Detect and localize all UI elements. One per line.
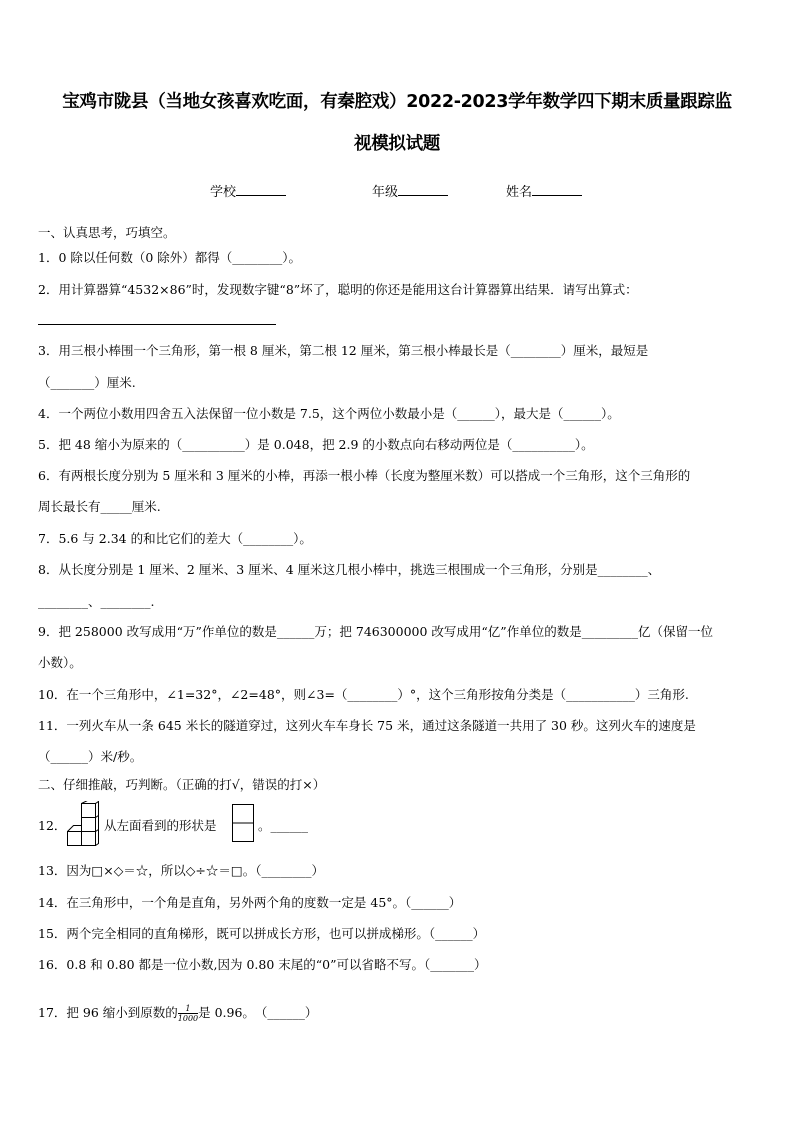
- grade-field: [372, 181, 448, 200]
- name-blank[interactable]: [532, 183, 582, 196]
- fraction-denominator: 1000: [177, 1014, 199, 1023]
- answer-line[interactable]: [38, 324, 276, 325]
- name-field: [506, 181, 582, 200]
- question-9-line-2: 小数）。: [38, 655, 82, 670]
- page-title-line-1: 宝鸡市陇县（当地女孩喜欢吃面，有秦腔戏）2022-2023学年数学四下期末质量跟踪监: [62, 92, 732, 112]
- fraction-numerator: 1: [178, 1004, 198, 1014]
- question-17: [38, 1004, 317, 1023]
- section-2-heading: 二、仔细推敲，巧判断。（正确的打√，错误的打×）: [38, 777, 326, 792]
- question-17-suffix: 是 0.96。 （______）: [198, 1005, 318, 1020]
- question-6-line-2: 周长最长有_____厘米.: [38, 499, 161, 514]
- school-label: 学校: [210, 185, 237, 200]
- question-7: 7．5.6 与 2.34 的和比它们的差大（________）。: [38, 531, 312, 546]
- question-11-line-1: 11．一列火车从一条 645 米长的隧道穿过，这列火车车身长 75 米，通过这条隧道一共用了 30 秒。这列火车的速度是: [38, 718, 696, 733]
- question-17-prefix: 17．把 96 缩小到原数的: [38, 1005, 178, 1020]
- question-13: 13．因为□×◇＝☆，所以◇÷☆＝□。（________）: [38, 863, 324, 878]
- fraction: [178, 1004, 198, 1023]
- school-field: [210, 181, 286, 200]
- question-12-text: 从左面看到的形状是: [104, 818, 217, 833]
- question-5: 5．把 48 缩小为原来的（__________）是 0.048，把 2.9 的小数点向右移动两位是（__________）。: [38, 437, 594, 452]
- grade-label: 年级: [372, 185, 399, 200]
- left-view-figure: [231, 803, 255, 843]
- question-11-line-2: （______）米/秒。: [38, 749, 143, 764]
- question-14: 14．在三角形中，一个角是直角，另外两个角的度数一定是 45°。（______）: [38, 895, 462, 910]
- question-2: 2．用计算器算“4532×86”时，发现数字键“8”坏了，聪明的你还是能用这台计算器算出结果．请写出算式：: [38, 282, 638, 297]
- school-blank[interactable]: [236, 183, 286, 196]
- page-title-line-2: 视模拟试题: [354, 134, 440, 154]
- question-12-answer-blank[interactable]: 。______: [258, 818, 309, 833]
- name-label: 姓名: [506, 185, 533, 200]
- question-3-line-2: （_______）厘米.: [38, 375, 136, 390]
- question-15: 15．两个完全相同的直角梯形，既可以拼成长方形，也可以拼成梯形。（______）: [38, 926, 486, 941]
- question-6-line-1: 6．有两根长度分别为 5 厘米和 3 厘米的小棒，再添一根小棒（长度为整厘米数）可以搭成一个三角形，这个三角形的: [38, 468, 691, 483]
- question-10: 10．在一个三角形中，∠1=32°，∠2=48°，则∠3=（________）°，这个三角形按角分类是（___________）三角形.: [38, 687, 689, 702]
- question-1: 1．0 除以任何数（0 除外）都得（________）。: [38, 250, 302, 265]
- question-12-number: 12．: [38, 818, 67, 833]
- stacked-cubes-figure: [64, 801, 100, 847]
- question-8-line-2: ________、________.: [38, 594, 155, 609]
- question-4: 4．一个两位小数用四舍五入法保留一位小数是 7.5，这个两位小数最小是（______），最大是（______）。: [38, 406, 620, 421]
- question-8-line-1: 8．从长度分别是 1 厘米、2 厘米、3 厘米、4 厘米这几根小棒中，挑选三根围成一个三角形，分别是________、: [38, 562, 661, 577]
- section-1-heading: 一、认真思考，巧填空。: [38, 225, 176, 240]
- question-16: 16．0.8 和 0.80 都是一位小数,因为 0.80 末尾的“0”可以省略不写。（_______）: [38, 957, 487, 972]
- grade-blank[interactable]: [398, 183, 448, 196]
- question-9-line-1: 9．把 258000 改写成用“万”作单位的数是______万；把 746300000 改写成用“亿”作单位的数是_________亿（保留一位: [38, 624, 713, 639]
- question-3-line-1: 3．用三根小棒围一个三角形，第一根 8 厘米，第二根 12 厘米，第三根小棒最长是（________）厘米，最短是: [38, 343, 649, 358]
